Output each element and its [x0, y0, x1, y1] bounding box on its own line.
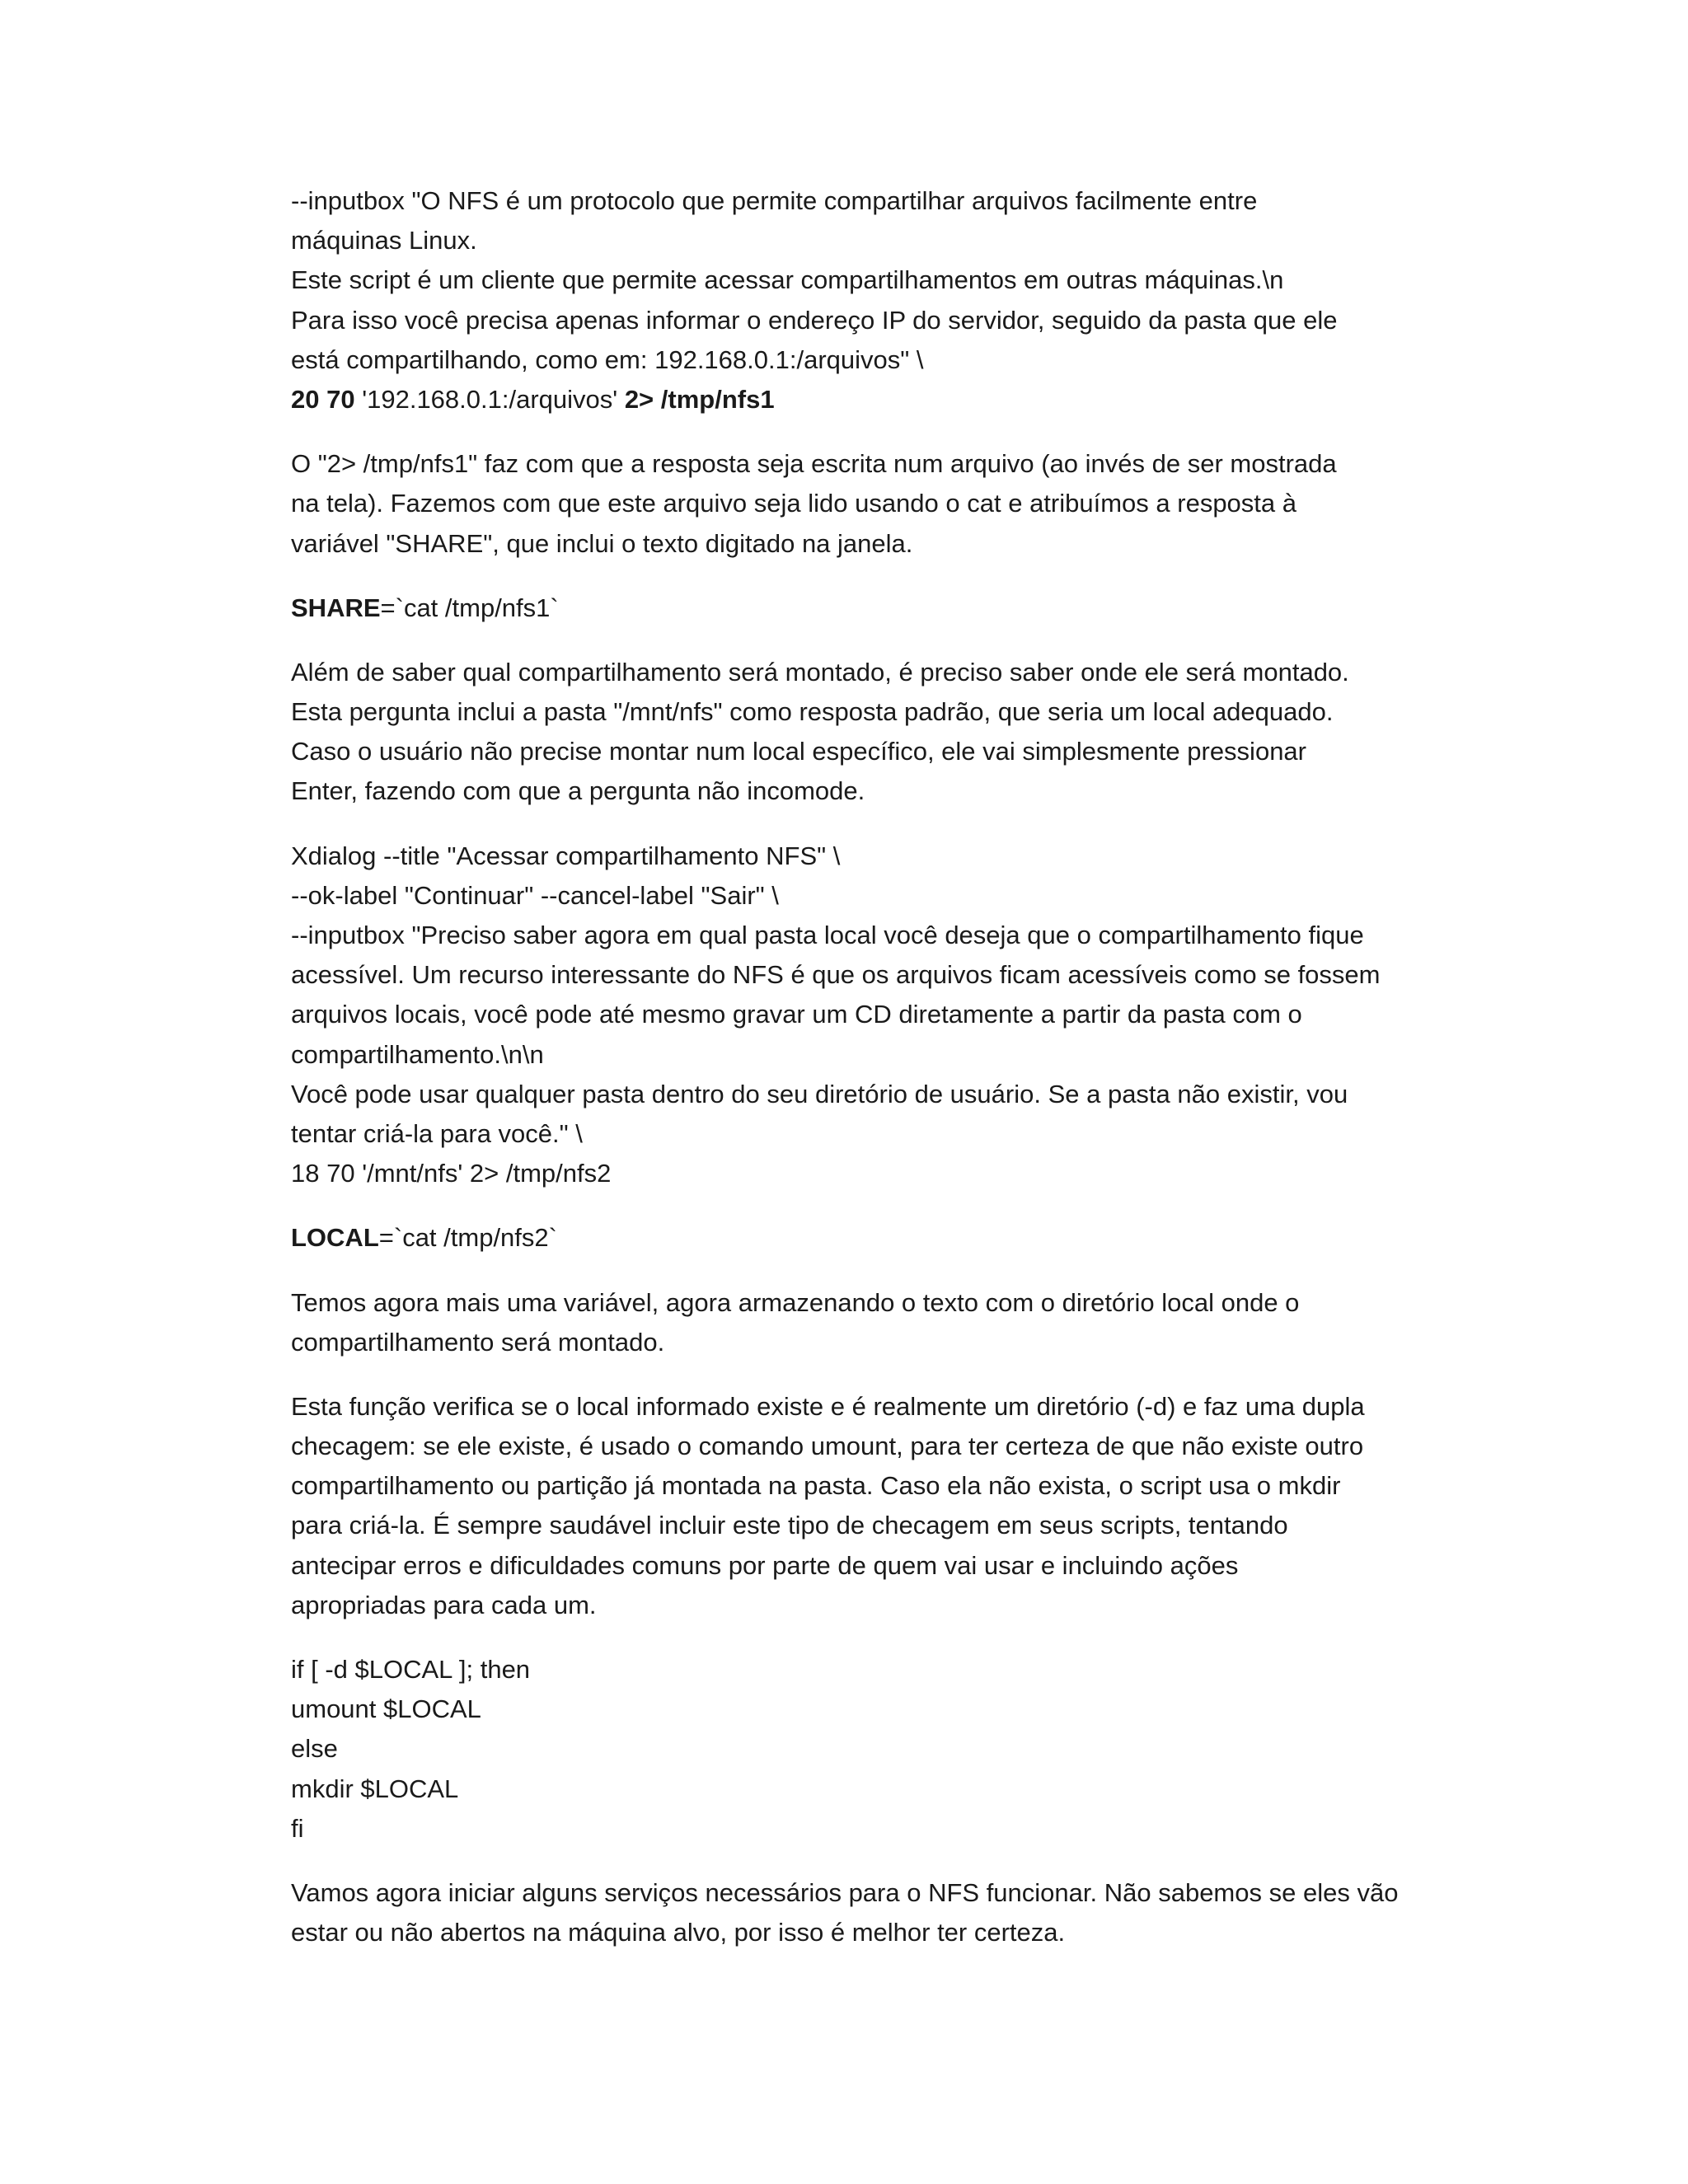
- bold-redirect: 2> /tmp/nfs1: [624, 384, 775, 414]
- variable-share: SHARE: [291, 593, 381, 622]
- document-body: [291, 181, 1408, 1952]
- text-line: [291, 588, 1408, 628]
- variable-local: LOCAL: [291, 1223, 379, 1253]
- text-line: Enter, fazendo com que a pergunta não incomode.: [291, 776, 865, 806]
- paragraph-inputbox-nfs1: [291, 181, 1408, 419]
- text-line: [291, 380, 1408, 419]
- text-line: compartilhamento será montado.: [291, 1327, 665, 1357]
- text-line: Esta pergunta inclui a pasta "/mnt/nfs" como resposta padrão, que seria um local adequado.: [291, 697, 1334, 727]
- text-line: tentar criá-la para você." \: [291, 1118, 583, 1148]
- text-line: --inputbox "Preciso saber agora em qual pasta local você deseja que o compartilhamento fique: [291, 921, 1364, 949]
- text-line: Temos agora mais uma variável, agora armazenando o texto com o diretório local onde o: [291, 1287, 1300, 1317]
- assignment-expression: =`cat /tmp/nfs1`: [380, 593, 559, 622]
- bold-dimensions: 20 70: [291, 384, 355, 414]
- text-line: else: [291, 1734, 338, 1764]
- text-line: na tela). Fazemos com que este arquivo seja lido usando o cat e atribuímos a resposta à: [291, 489, 1297, 518]
- code-share-assignment: [291, 588, 1408, 628]
- code-xdialog-inputbox: [291, 837, 1408, 1194]
- paragraph-mount-location: [291, 653, 1408, 812]
- text-line: O "2> /tmp/nfs1" faz com que a resposta seja escrita num arquivo (ao invés de ser mostrada: [291, 449, 1337, 479]
- text-line: compartilhamento.\n\n: [291, 1039, 544, 1069]
- text-line: Xdialog --title "Acessar compartilhamento NFS" \: [291, 841, 841, 870]
- text-line: acessível. Um recurso interessante do NFS é que os arquivos ficam acessíveis como se fossem: [291, 960, 1381, 990]
- text-line: fi: [291, 1813, 304, 1843]
- paragraph-services: [291, 1873, 1408, 1952]
- text-line: checagem: se ele existe, é usado o comando umount, para ter certeza de que não existe outro: [291, 1432, 1364, 1461]
- text-line: Além de saber qual compartilhamento será montado, é preciso saber onde ele será montado.: [291, 657, 1349, 687]
- text-line: compartilhamento ou partição já montada na pasta. Caso ela não exista, o script usa o mkdir: [291, 1471, 1341, 1501]
- text-line: arquivos locais, você pode até mesmo gravar um CD diretamente a partir da pasta com o: [291, 1000, 1302, 1029]
- text-line: Para isso você precisa apenas informar o endereço IP do servidor, seguido da pasta que ele: [291, 305, 1338, 335]
- text-line: [291, 1218, 1408, 1258]
- code-local-assignment: [291, 1218, 1408, 1258]
- text-line: mkdir $LOCAL: [291, 1774, 459, 1803]
- text-line: Este script é um cliente que permite acessar compartilhamentos em outras máquinas.\n: [291, 265, 1284, 295]
- text-line: Caso o usuário não precise montar num local específico, ele vai simplesmente pressionar: [291, 737, 1306, 766]
- text-line: --ok-label "Continuar" --cancel-label "Sair" \: [291, 880, 779, 910]
- text-line: apropriadas para cada um.: [291, 1590, 597, 1619]
- text-line: para criá-la. É sempre saudável incluir este tipo de checagem em seus scripts, tentando: [291, 1511, 1288, 1540]
- text-line: Vamos agora iniciar alguns serviços necessários para o NFS funcionar. Não sabemos se eles vão: [291, 1877, 1399, 1907]
- paragraph-directory-check: [291, 1387, 1408, 1625]
- text-line: está compartilhando, como em: 192.168.0.1:/arquivos" \: [291, 344, 924, 374]
- text-line: máquinas Linux.: [291, 226, 477, 255]
- assignment-expression: =`cat /tmp/nfs2`: [378, 1223, 557, 1253]
- text-line: umount $LOCAL: [291, 1694, 481, 1724]
- text-line: if [ -d $LOCAL ]; then: [291, 1655, 531, 1684]
- default-value: '192.168.0.1:/arquivos': [354, 384, 625, 414]
- text-line: Você pode usar qualquer pasta dentro do seu diretório de usuário. Se a pasta não existir, vou: [291, 1079, 1348, 1108]
- text-line: estar ou não abertos na máquina alvo, por isso é melhor ter certeza.: [291, 1918, 1066, 1947]
- paragraph-local-variable: [291, 1283, 1408, 1362]
- text-line: Esta função verifica se o local informado existe e é realmente um diretório (-d) e faz uma dupla: [291, 1391, 1365, 1421]
- text-line: variável "SHARE", que inclui o texto digitado na janela.: [291, 528, 913, 558]
- paragraph-redirect-explanation: [291, 444, 1408, 564]
- text-line: --inputbox "O NFS é um protocolo que permite compartilhar arquivos facilmente entre: [291, 186, 1258, 215]
- code-if-block: [291, 1650, 1408, 1849]
- text-line: antecipar erros e dificuldades comuns por parte de quem vai usar e incluindo ações: [291, 1550, 1239, 1580]
- text-line: 18 70 '/mnt/nfs' 2> /tmp/nfs2: [291, 1159, 612, 1188]
